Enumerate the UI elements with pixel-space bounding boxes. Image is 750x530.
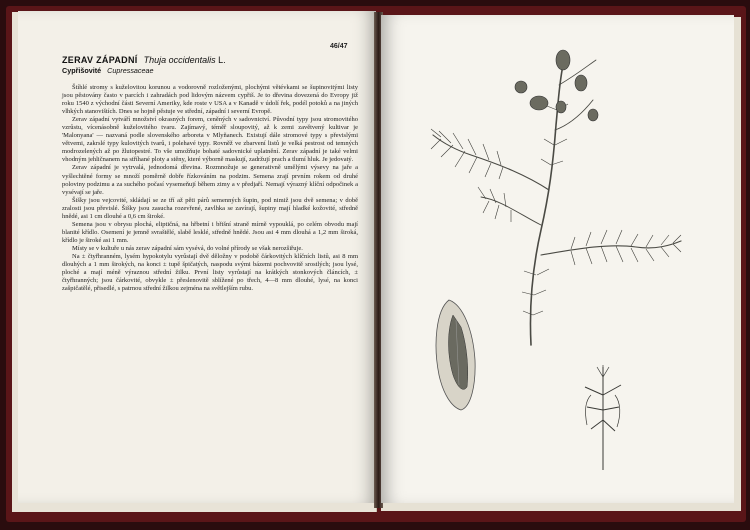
paragraph: Na ± čtyřhranném, lysém hypokotylu vyrůstají dvě děložny v podobě čárkovitých klíčních listů, asi 8 mm dlouhých a 1 mm širokých, na konci ± tupě špičatých, naspodu svými bázemi pochvovitě srostlých; jsou lysé, ploché a mají méně výraznou střední žilku. První listy vyrůstají na krátkých stonkových článcích, ± čtyřhranných; jsou čárkovité, obvykle ± přeslenovitě sblížené po třech, 4—8 mm dlouhé, lysé, na konci zašpičatělé, přisedlé, s patrnou střední žilkou zejména na světlejším rubu. xyxy=(62,252,358,293)
paragraph: Štíhlé stromy s kuželovitou korunou a vodorovně rozloženými, plochými větévkami se šupinovitými listy jsou pěstovány často v parcích i zahradách pod lidovým názvem cypřiš. Je to dřevina dovezená do Evropy již roku 1540 z východní části Severní Ameriky, kde roste v USA a v Kanadě v údolí řek, podél potoků a na jiných vlhkých stanovištích. Dnes se hojně pěstuje ve střední, západní i severní Evropě. xyxy=(62,84,358,116)
paragraph: Zerav západní vytváří množství okrasných forem, ceněných v sadovnictví. Původní typy jsou stromovitého vzrůstu, vícenásobně kuželovitého tvaru. Zajímavý, téměř sloupovitý, až k zemi zavětvený kultivar je 'Malonyana' — nazvaná podle slovenského arboreta v Mlyňanech. Existují dále stromové typy s převislými větvemi, zakrslé typy kulovitých tvarů, i polehavé typy. Rovněž ve zbarvení listů je velká pestrost od temných modrozelených až po žlutopestré. To vše umožňuje bohaté sadovnické uplatnění. Zerav západní je také velmi vhodným jehličnanem na stříhané ploty a stěny, které výborně maskují, zadržují prach a tlumí hluk. Je jedovatý. xyxy=(62,116,358,164)
title-author: L. xyxy=(218,55,226,65)
thuja-botanical-illustration xyxy=(381,15,734,503)
page-number: 46/47 xyxy=(330,43,348,50)
family-latin: Cupressaceae xyxy=(107,66,154,75)
paragraph: Semena jsou v obrysu plochá, eliptičná, na hřbetní i břišní straně mírně vypouklá, po celém obvodu mají blanité křídlo. Osemení je jemně svraštělé, slabě lesklé, středně hnědé. Jsou asi 4 mm dlouhá a 1,2 mm široká, křídlo je široké asi 1 mm. xyxy=(62,220,358,244)
paragraph: Místy se v kultuře u nás zerav západní sám vysévá, do volné přírody se však nerozšiřuje. xyxy=(72,244,303,252)
article-body xyxy=(62,84,358,293)
paragraph: Šišky jsou vejcovité, skládají se ze tří až pěti párů semenných šupin, pod nimiž jsou dvě semena; v době zralosti jsou převislé. Šišky jsou zasucha rozevřené, zavlhka se zavírají, šupiny mají hladké kožovité, středně hnědé, asi 1 cm dlouhé a 0,6 cm široké. xyxy=(62,196,358,220)
species-title xyxy=(62,55,226,65)
title-czech: ZERAV ZÁPADNÍ xyxy=(62,55,138,65)
family-czech: Cypřišovité xyxy=(62,66,102,75)
paragraph: Zerav západní je vytrvalá, jednodomá dřevina. Rozmnožuje se generativně umělými výsevy na jaře a vyšlechtěné formy se množí poměrně dobře řízkováním na podzim. Semena zrají prvním rokem od druhé poloviny podzimu a za suchého počasí vysemeňují během zimy a v předjaří. Nemají výrazný klíční odpočinek a vysévají se jaře. xyxy=(62,164,358,196)
family-line xyxy=(62,66,154,75)
title-latin: Thuja occidentalis xyxy=(143,55,216,65)
